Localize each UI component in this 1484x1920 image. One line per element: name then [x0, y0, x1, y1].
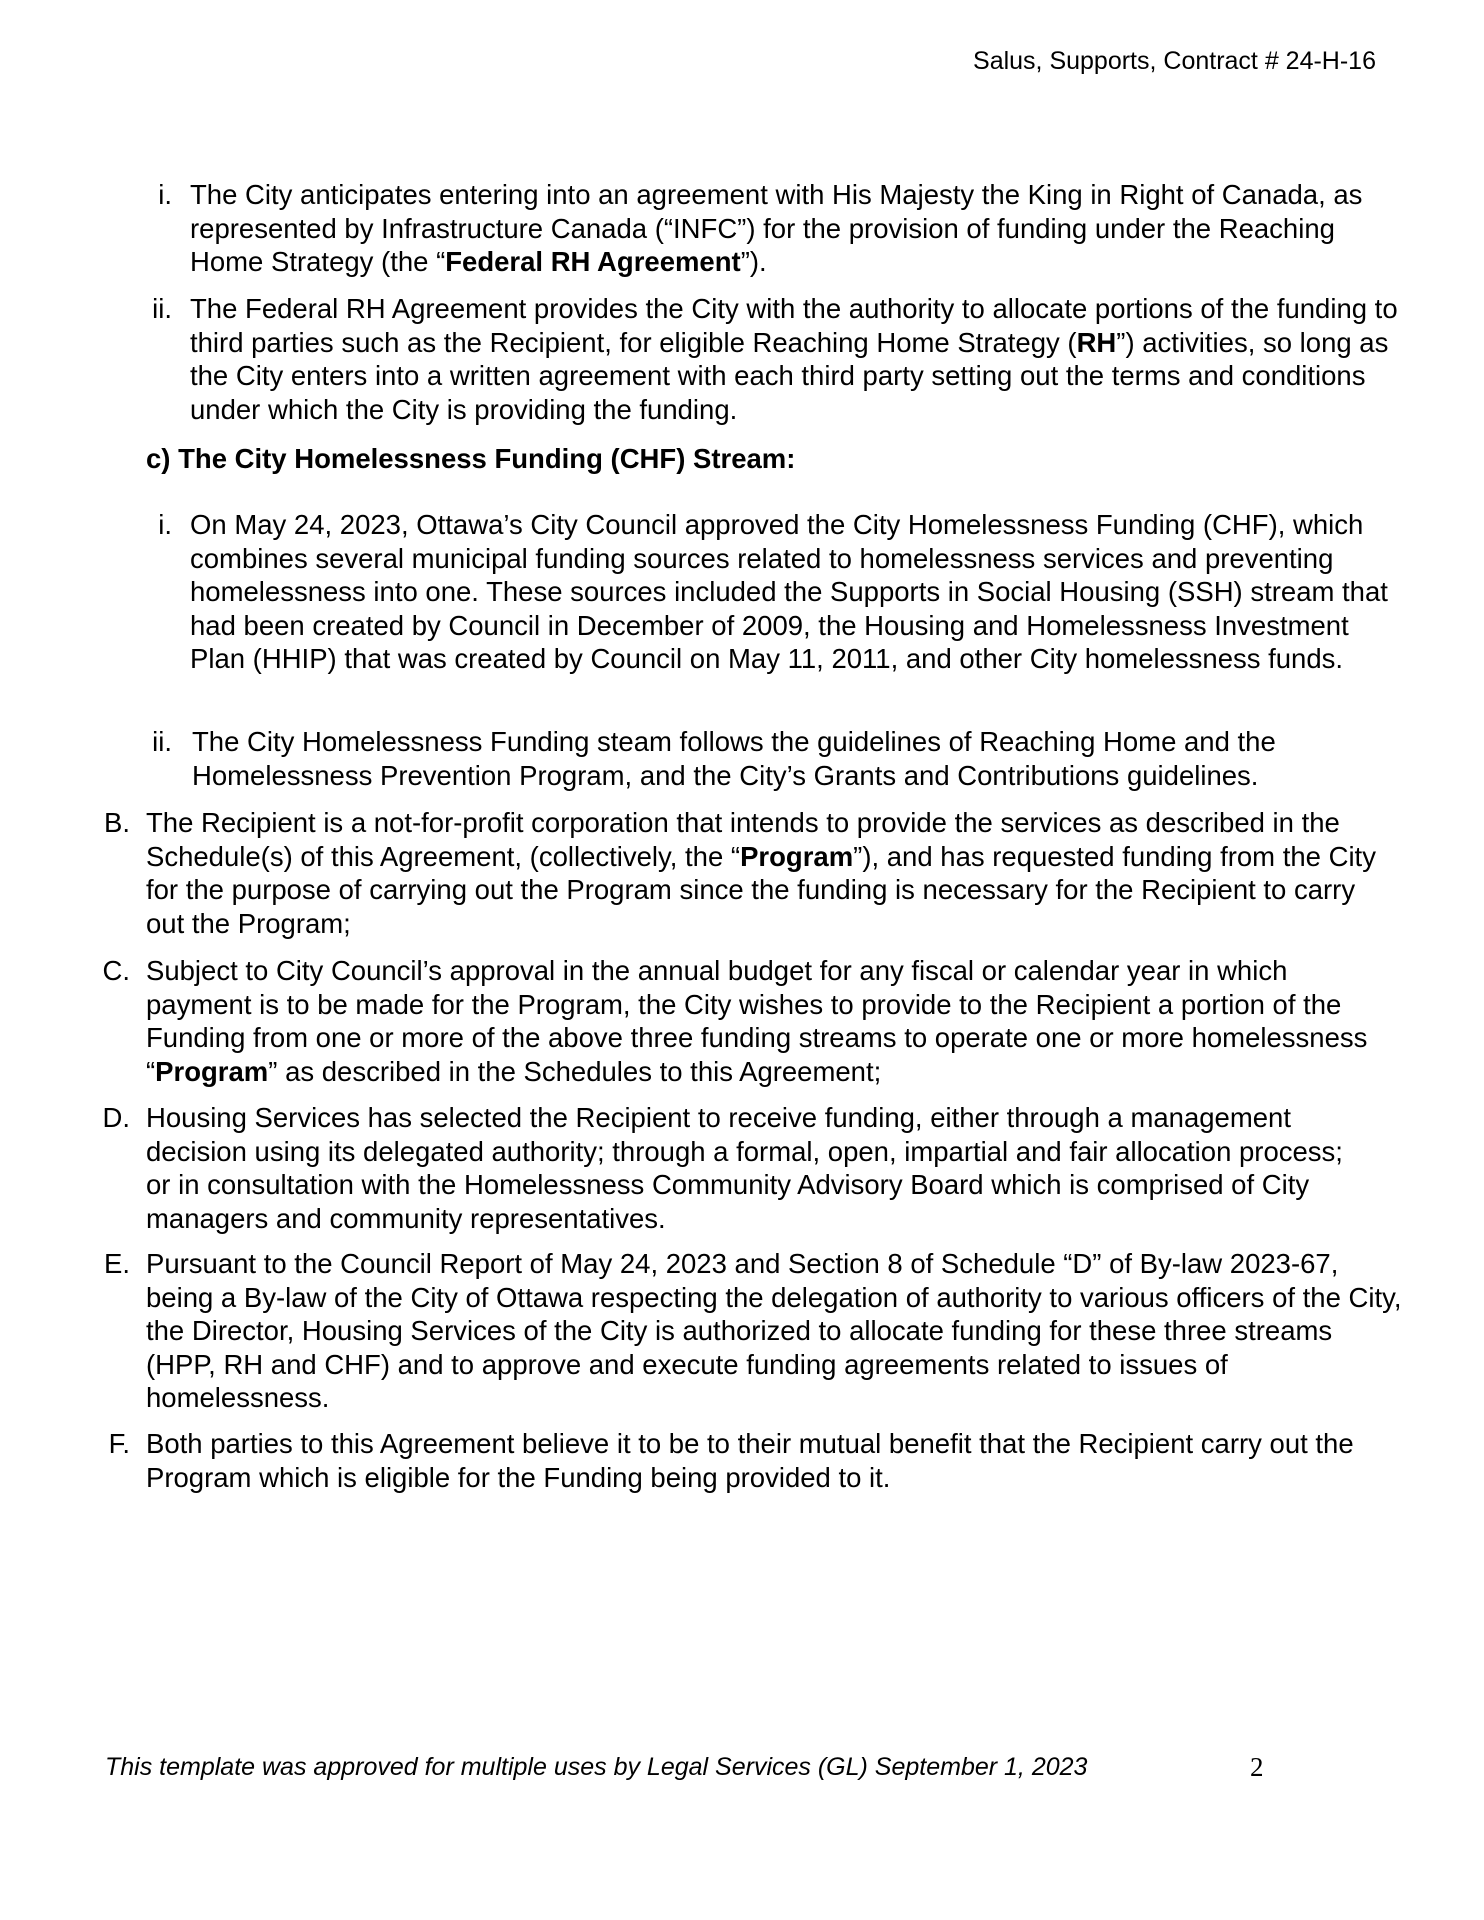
page-number: 2: [1250, 1752, 1264, 1782]
recital-text: The Recipient is a not-for-profit corporation that intends to provide the services as described in the Schedule(s) of this Agreement, (collectively, the “Program”), and has requested funding from the City for the purpose of carrying out the Program since the funding is necessary for the Recipient to carry out the Program;: [146, 807, 1376, 939]
list-item-text: On May 24, 2023, Ottawa’s City Council approved the City Homelessness Funding (CHF), which combines several municipal funding sources related to homelessness services and preventing homelessness into one. These sources included the Supports in Social Housing (SSH) stream that had been created by Council in December of 2009, the Housing and Homelessness Investment Plan (HHIP) that was created by Council on May 11, 2011, and other City homelessness funds.: [190, 509, 1388, 674]
recital-text: Both parties to this Agreement believe it to be to their mutual benefit that the Recipient carry out the Program which is eligible for the Funding being provided to it.: [146, 1428, 1354, 1493]
list-marker: i.: [158, 509, 172, 540]
list-item-text: The Federal RH Agreement provides the City with the authority to allocate portions of the funding to third parties such as the Recipient, for eligible Reaching Home Strategy (RH”) activities, so long as the City enters into a written agreement with each third party setting out the terms and conditions under which the City is providing the funding.: [190, 293, 1398, 425]
recital-marker: F.: [108, 1428, 130, 1459]
list-marker: ii.: [152, 293, 172, 324]
footer-note: This template was approved for multiple uses by Legal Services (GL) September 1, 2023: [105, 1753, 1088, 1781]
list-item-text: The City Homelessness Funding steam follows the guidelines of Reaching Home and the Homelessness Prevention Program, and the City’s Grants and Contributions guidelines.: [192, 726, 1276, 791]
recital-text: Subject to City Council’s approval in the annual budget for any fiscal or calendar year in which payment is to be made for the Program, the City wishes to provide to the Recipient a portion of the Funding from one or more of the above three funding streams to operate one or more homelessness “Program” as described in the Schedules to this Agreement;: [146, 955, 1368, 1087]
recital-marker: C.: [102, 955, 130, 986]
section-heading: c) The City Homelessness Funding (CHF) Stream:: [146, 443, 796, 474]
recital-marker: E.: [104, 1248, 130, 1279]
list-marker: i.: [158, 179, 172, 210]
header-contract-ref: Salus, Supports, Contract # 24-H-16: [973, 47, 1376, 75]
list-marker: ii.: [152, 726, 172, 757]
list-item-text: The City anticipates entering into an agreement with His Majesty the King in Right of Canada, as represented by Infrastructure Canada (“INFC”) for the provision of funding under the Reaching Home Strategy (the “Federal RH Agreement”).: [190, 179, 1363, 277]
recital-text: Pursuant to the Council Report of May 24, 2023 and Section 8 of Schedule “D” of By-law 2023-67, being a By-law of the City of Ottawa respecting the delegation of authority to various officers of the City, the Director, Housing Services of the City is authorized to allocate funding for these three streams (HPP, RH and CHF) and to approve and execute funding agreements related to issues of homelessness.: [146, 1248, 1402, 1413]
recital-text: Housing Services has selected the Recipient to receive funding, either through a management decision using its delegated authority; through a formal, open, impartial and fair allocation process; or in consultation with the Homelessness Community Advisory Board which is comprised of City managers and community representatives.: [146, 1102, 1343, 1234]
recital-marker: D.: [102, 1102, 130, 1133]
recital-marker: B.: [104, 807, 130, 838]
